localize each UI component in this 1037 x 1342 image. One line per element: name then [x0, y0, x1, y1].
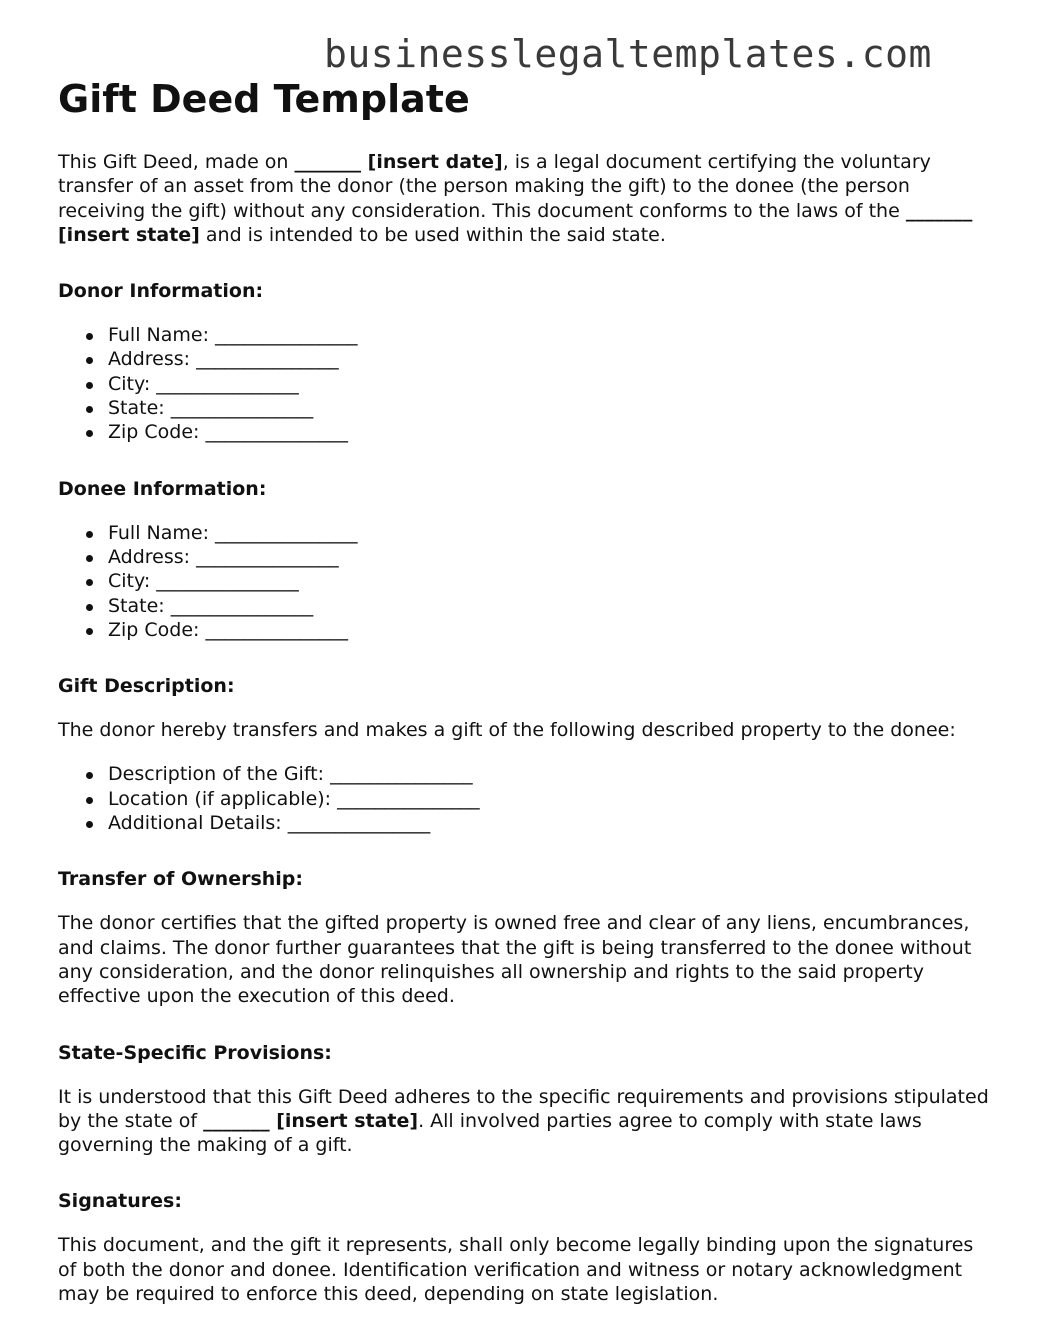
state-placeholder: _______ [insert state]	[58, 199, 973, 246]
gift-location-field: Location (if applicable): _______________	[108, 787, 993, 811]
donor-full-name-field: Full Name: _______________	[108, 323, 993, 347]
transfer-heading: Transfer of Ownership:	[58, 868, 304, 891]
signatures-text: This document, and the gift it represents, shall only become legally binding upon the signatures of both the donor and donee. Identification verification and witness or notary acknowledgment may be required to enforce this deed, depending on state legislation.	[58, 1234, 974, 1306]
gift-heading: Gift Description:	[58, 675, 235, 698]
watermark: businesslegaltemplates.com	[324, 32, 932, 76]
donee-city-field: City: _______________	[108, 569, 993, 593]
state-provisions-text-2: . All involved parties agree to comply with state laws governing the making of a gift.	[58, 1109, 922, 1157]
donee-state-field: State: _______________	[108, 594, 993, 618]
gift-description-field: Description of the Gift: _______________	[108, 762, 993, 786]
donor-state-field: State: _______________	[108, 396, 993, 420]
date-placeholder: _______ [insert date]	[294, 151, 503, 173]
state-provisions-placeholder: _______ [insert state]	[203, 1109, 419, 1132]
donor-fields-list	[58, 323, 993, 444]
gift-details-field: Additional Details: _______________	[108, 811, 993, 835]
state-provisions-paragraph	[58, 1085, 993, 1158]
donee-address-field: Address: _______________	[108, 545, 993, 569]
intro-paragraph	[58, 150, 993, 247]
gift-fields-list	[58, 762, 993, 835]
donee-zip-field: Zip Code: _______________	[108, 618, 993, 642]
donee-heading: Donee Information:	[58, 477, 267, 500]
donor-city-field: City: _______________	[108, 372, 993, 396]
transfer-text: The donor certifies that the gifted property is owned free and clear of any liens, encumbrances, and claims. The donor further guarantees that the gift is being transferred to the donee without any consideration, and the donor relinquishes all ownership and rights to the said property effective upon the execution of this deed.	[58, 912, 972, 1008]
donor-zip-field: Zip Code: _______________	[108, 420, 993, 444]
intro-text-1: This Gift Deed, made on	[58, 151, 295, 173]
intro-text-2: , is a legal document certifying the voluntary transfer of an asset from the donor (the person making the gift) to the donee (the person receiving the gift) without any consideration. This document conforms to the laws of the	[58, 151, 931, 222]
page-title: Gift Deed Template	[58, 77, 470, 121]
donee-fields-list	[58, 521, 993, 642]
state-provisions-heading: State-Specific Provisions:	[58, 1041, 332, 1064]
donee-full-name-field: Full Name: _______________	[108, 521, 993, 545]
state-provisions-text-1: It is understood that this Gift Deed adheres to the specific requirements and provisions stipulated by the state of	[58, 1085, 989, 1132]
signatures-heading: Signatures:	[58, 1190, 182, 1213]
donor-heading: Donor Information:	[58, 280, 264, 303]
donor-address-field: Address: _______________	[108, 347, 993, 371]
document-page	[58, 76, 993, 1306]
intro-text-3: and is intended to be used within the said state.	[199, 223, 666, 246]
gift-text: The donor hereby transfers and makes a gift of the following described property to the donee:	[58, 719, 956, 742]
